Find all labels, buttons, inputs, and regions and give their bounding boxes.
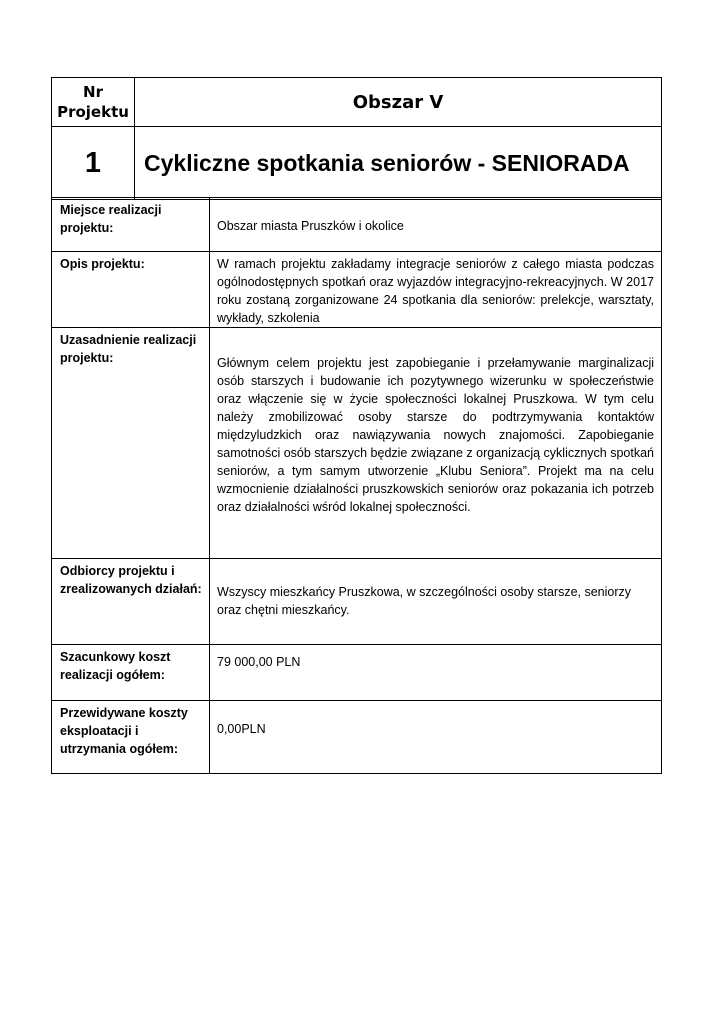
cost-label: Szacunkowy koszt realizacji ogółem: bbox=[52, 645, 210, 701]
project-header-table bbox=[51, 77, 662, 200]
description-value: W ramach projektu zakładamy integracje seniorów z całego miasta podczas ogólnodostępnych spotkań oraz wyjazdów integracyjno-rekreacyjnych. W 2017 roku zostaną zorganizowane 24 spotkania dla seniorów: prelekcje, warsztaty, wykłady, szkolenia bbox=[210, 252, 662, 328]
maintenance-label: Przewidywane koszty eksploatacji i utrzymania ogółem: bbox=[52, 701, 210, 774]
justification-label: Uzasadnienie realizacji projektu: bbox=[52, 328, 210, 559]
cost-value: 79 000,00 PLN bbox=[210, 645, 662, 701]
description-label: Opis projektu: bbox=[52, 252, 210, 328]
maintenance-value: 0,00PLN bbox=[210, 701, 662, 774]
project-title: Cykliczne spotkania seniorów - SENIORADA bbox=[135, 127, 662, 200]
row-cost bbox=[52, 645, 662, 701]
row-location bbox=[52, 198, 662, 252]
row-justification bbox=[52, 328, 662, 559]
project-number: 1 bbox=[52, 127, 135, 200]
row-recipients bbox=[52, 559, 662, 645]
recipients-label: Odbiorcy projektu i zrealizowanych działań: bbox=[52, 559, 210, 645]
location-value: Obszar miasta Pruszków i okolice bbox=[210, 198, 662, 252]
area-title: Obszar V bbox=[135, 78, 662, 127]
location-label: Miejsce realizacji projektu: bbox=[52, 198, 210, 252]
project-details-table bbox=[51, 197, 662, 774]
recipients-value: Wszyscy mieszkańcy Pruszkowa, w szczególności osoby starsze, seniorzy oraz chętni mieszkańcy. bbox=[210, 559, 662, 645]
row-description bbox=[52, 252, 662, 328]
nr-projektu-label: Nr Projektu bbox=[52, 78, 135, 127]
justification-value: Głównym celem projektu jest zapobieganie i przełamywanie marginalizacji osób starszych i budowanie ich pozytywnego wizerunku w społeczeństwie oraz włączenie się w życie społeczności lokalnej Pruszkowa. W tym celu należy zmobilizować osoby starsze do podtrzymywania kontaktów międzyludzkich oraz nawiązywania nowych znajomości. Zapobieganie samotności osób starszych będzie związane z organizacją cyklicznych spotkań seniorów, a tym samym utworzenie „Klubu Seniora”. Projekt ma na celu wzmocnienie działalności pruszkowskich seniorów oraz pokazania ich potrzeb oraz działalności wśród lokalnej społeczności. bbox=[210, 328, 662, 559]
row-maintenance bbox=[52, 701, 662, 774]
